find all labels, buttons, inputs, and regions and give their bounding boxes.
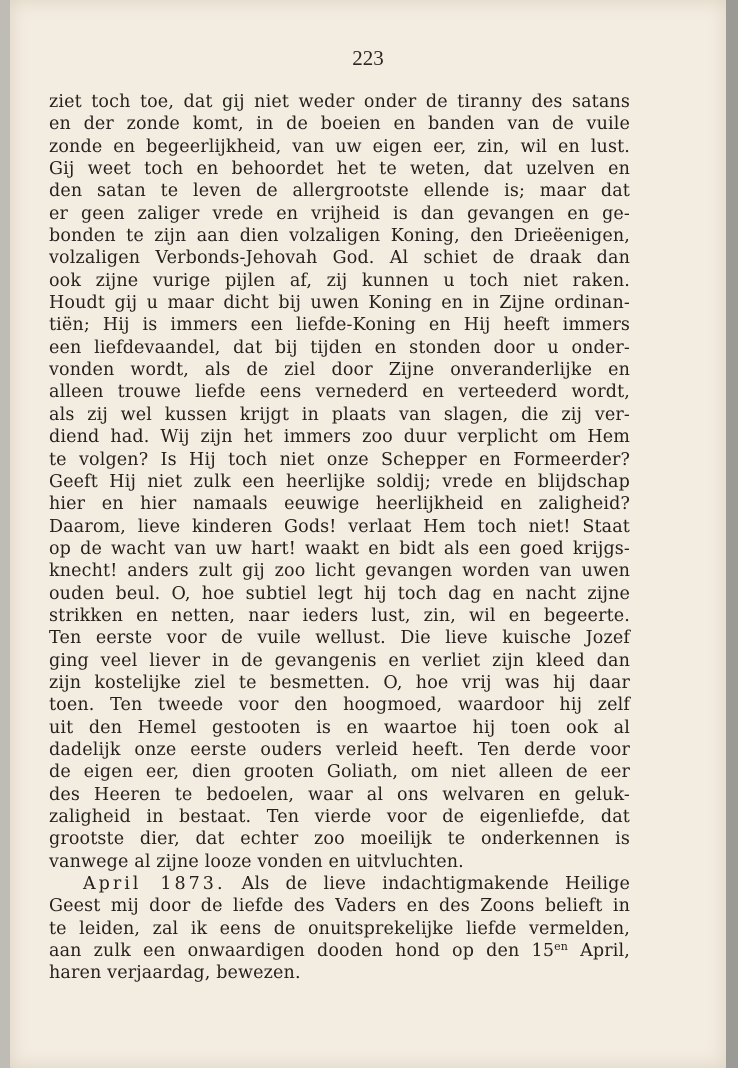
text-line: er geen zaliger vrede en vrijheid is dan gevangen en ge- bbox=[49, 203, 630, 224]
body-text bbox=[49, 91, 630, 985]
text-line: Daarom, lieve kinderen Gods! verlaat Hem toch niet! Staat bbox=[49, 516, 630, 537]
text-line: uit den Hemel gestooten is en waartoe hij toen ook al bbox=[49, 717, 630, 738]
text-line: te volgen? Is Hij toch niet onze Schepper en Formeerder? bbox=[49, 449, 630, 470]
text-line: op de wacht van uw hart! waakt en bidt als een goed krijgs- bbox=[49, 538, 630, 559]
page-number: 223 bbox=[352, 46, 384, 70]
text-line: Ten eerste voor de vuile wellust. Die lieve kuische Jozef bbox=[49, 628, 630, 649]
text-line: dadelijk onze eerste ouders verleid heeft. Ten derde voor bbox=[49, 739, 630, 760]
text-line: Geeft Hij niet zulk een heerlijke soldij; vrede en blijdschap bbox=[49, 471, 630, 492]
text-line: hier en hier namaals eeuwige heerlijkheid en zaligheid? bbox=[49, 494, 630, 515]
paragraph-2 bbox=[49, 873, 630, 985]
text-line-segment: aan zulk een onwaardigen dooden hond op den 15 bbox=[49, 941, 555, 962]
text-line: en der zonde komt, in de boeien en banden van de vuile bbox=[49, 114, 630, 135]
text-line: den satan te leven de allergrootste ellende is; maar dat bbox=[49, 181, 630, 202]
text-line: ziet toch toe, dat gij niet weder onder de tiranny des satans bbox=[49, 92, 630, 112]
text-line: een liefdevaandel, dat bij tijden en stonden door u onder- bbox=[49, 337, 630, 358]
text-line: alleen trouwe liefde eens vernederd en verteederd wordt, bbox=[49, 382, 630, 403]
text-line: ook zijne vurige pijlen af, zij kunnen u toch niet raken. bbox=[49, 270, 630, 291]
text-line: des Heeren te bedoelen, waar al ons welvaren en geluk- bbox=[49, 784, 630, 805]
page-edge bbox=[726, 0, 738, 1068]
text-line: vanwege al zijne looze vonden en uitvluchten. bbox=[49, 851, 464, 872]
text-line: zonde en begeerlijkheid, van uw eigen eer, zin, wil en lust. bbox=[49, 136, 630, 157]
diary-date: April 1873. bbox=[83, 874, 226, 895]
text-line: Houdt gij u maar dicht bij uwen Koning en in Zijne ordinan- bbox=[49, 293, 630, 314]
text-line-segment: Als de lieve indachtigmakende Heilige bbox=[241, 874, 631, 895]
text-line: toen. Ten tweede voor den hoogmoed, waardoor hij zelf bbox=[49, 695, 630, 716]
superscript-en: en bbox=[554, 940, 569, 954]
text-line: bonden te zijn aan dien volzaligen Koning, den Drieëenigen, bbox=[49, 226, 630, 247]
text-line-segment: April, bbox=[580, 941, 630, 962]
text-line: als zij wel kussen krijgt in plaats van slagen, die zij ver- bbox=[49, 404, 630, 425]
book-page bbox=[10, 0, 726, 1068]
text-line: zaligheid in bestaat. Ten vierde voor de eigenliefde, dat bbox=[49, 807, 630, 827]
text-line: haren verjaardag, bewezen. bbox=[49, 963, 301, 984]
text-line bbox=[49, 873, 630, 895]
text-line: ging veel liever in de gevangenis en verliet zijn kleed dan bbox=[49, 650, 630, 671]
text-line: grootste dier, dat echter zoo moeilijk te onderkennen is bbox=[49, 829, 630, 850]
text-line bbox=[49, 940, 630, 962]
text-line: te leiden, zal ik eens de onuitsprekelijke liefde vermelden, bbox=[49, 918, 630, 939]
text-line: Gij weet toch en behoordet het te weten, dat uzelven en bbox=[49, 159, 630, 180]
text-line: tiën; Hij is immers een liefde-Koning en Hij heeft immers bbox=[49, 315, 630, 336]
text-line: strikken en netten, naar ieders lust, zin, wil en begeerte. bbox=[49, 605, 630, 626]
text-line: zijn kostelijke ziel te besmetten. O, hoe vrij was hij daar bbox=[49, 672, 630, 693]
text-line: ouden beul. O, hoe subtiel legt hij toch dag en nacht zijne bbox=[49, 583, 630, 604]
paragraph-1 bbox=[49, 91, 630, 873]
text-line: diend had. Wij zijn het immers zoo duur verplicht om Hem bbox=[49, 427, 630, 448]
text-line: volzaligen Verbonds-Jehovah God. Al schiet de draak dan bbox=[49, 248, 630, 269]
text-line: de eigen eer, dien grooten Goliath, om niet alleen de eer bbox=[49, 762, 630, 783]
text-line: vonden wordt, als de ziel door Zijne onveranderlijke en bbox=[49, 360, 630, 381]
text-line: Geest mij door de liefde des Vaders en des Zoons belieft in bbox=[49, 896, 630, 917]
text-line: knecht! anders zult gij zoo licht gevangen worden van uwen bbox=[49, 561, 630, 582]
